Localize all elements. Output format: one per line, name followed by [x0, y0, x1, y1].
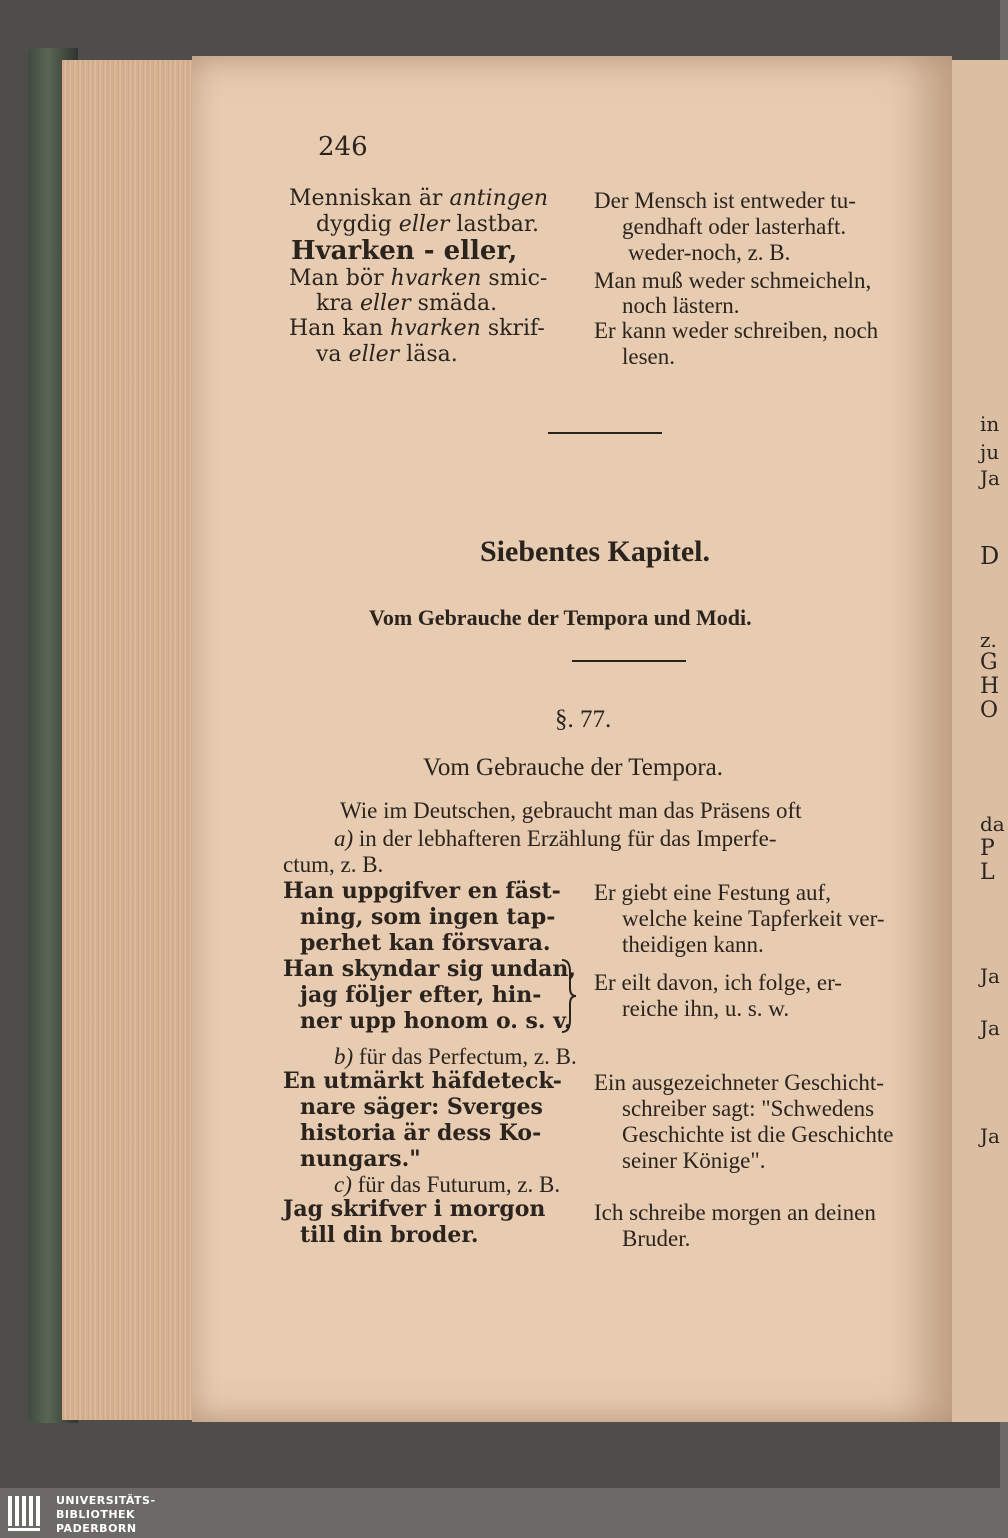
list-marker: c) [334, 1172, 352, 1197]
swedish-example: ner upp honom o. s. v. [300, 1008, 572, 1034]
swedish-example: Jag skrifver i morgon [283, 1196, 546, 1222]
footer-line: BIBLIOTHEK [56, 1508, 136, 1521]
chapter-rule [572, 660, 686, 662]
next-page-fragment: L [980, 860, 995, 885]
swedish-italic: eller [348, 342, 400, 367]
list-marker: a) [334, 826, 354, 851]
next-page-fragment: P [980, 836, 995, 861]
swedish-italic: antingen [449, 186, 549, 211]
german-example: schreiber sagt: "Schwedens [622, 1096, 875, 1121]
german-line: Der Mensch ist entweder tu- [594, 188, 856, 213]
german-example: Geschichte ist die Geschichte [622, 1122, 894, 1147]
paragraph-line [334, 826, 777, 852]
german-line: lesen. [622, 344, 676, 369]
swedish-example: till din broder. [300, 1222, 479, 1248]
swedish-text: smäda. [410, 291, 498, 316]
german-example: Ein ausgezeichneter Geschicht- [594, 1070, 884, 1095]
swedish-example: historia är dess Ko- [300, 1120, 542, 1146]
paragraph-text: für das Futurum, z. B. [351, 1172, 561, 1197]
swedish-text: lastbar. [449, 212, 540, 237]
paragraph-line: Wie im Deutschen, gebraucht man das Präsens oft [340, 798, 802, 823]
swedish-text: kra [316, 291, 360, 316]
german-example: Er eilt davon, ich folge, er- [594, 970, 842, 995]
paragraph-line: ctum, z. B. [283, 852, 384, 877]
swedish-text: Menniskan är [289, 186, 450, 211]
swedish-italic: eller [359, 291, 411, 316]
heading-hvarken-eller: Hvarken - eller, [291, 236, 518, 266]
next-page-fragment: D [980, 542, 1000, 570]
footer-line: UNIVERSITÄTS- [56, 1494, 156, 1507]
next-page-fragment: Ja [980, 1016, 1000, 1040]
swedish-line [316, 342, 458, 367]
next-page-fragment: G [980, 650, 998, 675]
german-line: Man muß weder schmeicheln, [594, 268, 872, 293]
german-line: Er kann weder schreiben, noch [594, 318, 879, 343]
footer-line: PADERBORN [56, 1522, 137, 1535]
german-example: Er giebt eine Festung auf, [594, 880, 831, 905]
swedish-example: jag följer efter, hin- [300, 982, 542, 1008]
swedish-line [316, 291, 497, 316]
swedish-example: nare säger: Sverges [300, 1094, 543, 1120]
german-example: Bruder. [622, 1226, 691, 1251]
german-example: Ich schreibe morgen an deinen [594, 1200, 876, 1225]
next-page-fragment: in [980, 412, 1000, 436]
chapter-title: Siebentes Kapitel. [480, 535, 710, 568]
swedish-text: dygdig [316, 212, 399, 237]
swedish-italic: hvarken [390, 266, 482, 291]
swedish-text: skrif- [480, 316, 545, 341]
paragraph-text: in der lebhafteren Erzählung für das Imperfe- [353, 826, 777, 851]
next-page-fragment: z. [980, 628, 997, 652]
swedish-example: Han uppgifver en fäst- [283, 878, 561, 904]
swedish-line [289, 316, 545, 341]
next-page-fragment: da [980, 812, 1005, 836]
swedish-example: perhet kan försvara. [300, 930, 551, 956]
paragraph-line [334, 1172, 560, 1198]
swedish-italic: hvarken [390, 316, 481, 341]
swedish-italic: eller [398, 212, 450, 237]
swedish-text: Han kan [289, 316, 391, 341]
swedish-example: ning, som ingen tap- [300, 904, 556, 930]
german-example: reiche ihn, u. s. w. [622, 996, 790, 1021]
german-line: noch lästern. [622, 293, 740, 318]
library-logo-icon [6, 1494, 50, 1534]
german-example: theidigen kann. [622, 932, 764, 957]
swedish-example: nungars." [300, 1146, 421, 1172]
swedish-example: Han skyndar sig undan, [283, 956, 577, 982]
swedish-text: smic- [481, 266, 548, 291]
swedish-text: va [316, 342, 349, 367]
swedish-line [289, 186, 548, 211]
paragraph-line [334, 1044, 577, 1070]
next-page-fragment: ju [980, 440, 1000, 464]
section-number: §. 77. [555, 706, 612, 733]
swedish-example: En utmärkt häfdeteck- [283, 1068, 562, 1094]
page-edges [62, 60, 202, 1420]
section-title: Vom Gebrauche der Tempora. [423, 754, 723, 781]
swedish-text: läsa. [399, 342, 458, 367]
list-marker: b) [334, 1044, 354, 1069]
chapter-subtitle: Vom Gebrauche der Tempora und Modi. [369, 605, 752, 630]
german-line: weder-noch, z. B. [628, 240, 791, 265]
next-page-fragment: Ja [980, 466, 1000, 490]
page-number: 246 [318, 132, 368, 162]
german-example: seiner Könige". [622, 1148, 766, 1173]
swedish-text: Man bör [289, 266, 391, 291]
next-page-fragment: Ja [980, 1124, 1000, 1148]
swedish-line [289, 266, 547, 291]
next-page-fragment: Ja [980, 964, 1000, 988]
ornament-rule [548, 432, 662, 434]
next-page-fragment: O [980, 698, 999, 723]
german-line: gendhaft oder lasterhaft. [622, 214, 847, 239]
swedish-line [316, 212, 539, 237]
brace-mark [560, 958, 578, 1034]
next-page-fragment: H [980, 674, 1000, 699]
next-page-edge [948, 60, 1008, 1422]
german-example: welche keine Tapferkeit ver- [622, 906, 885, 931]
paragraph-text: für das Perfectum, z. B. [353, 1044, 577, 1069]
